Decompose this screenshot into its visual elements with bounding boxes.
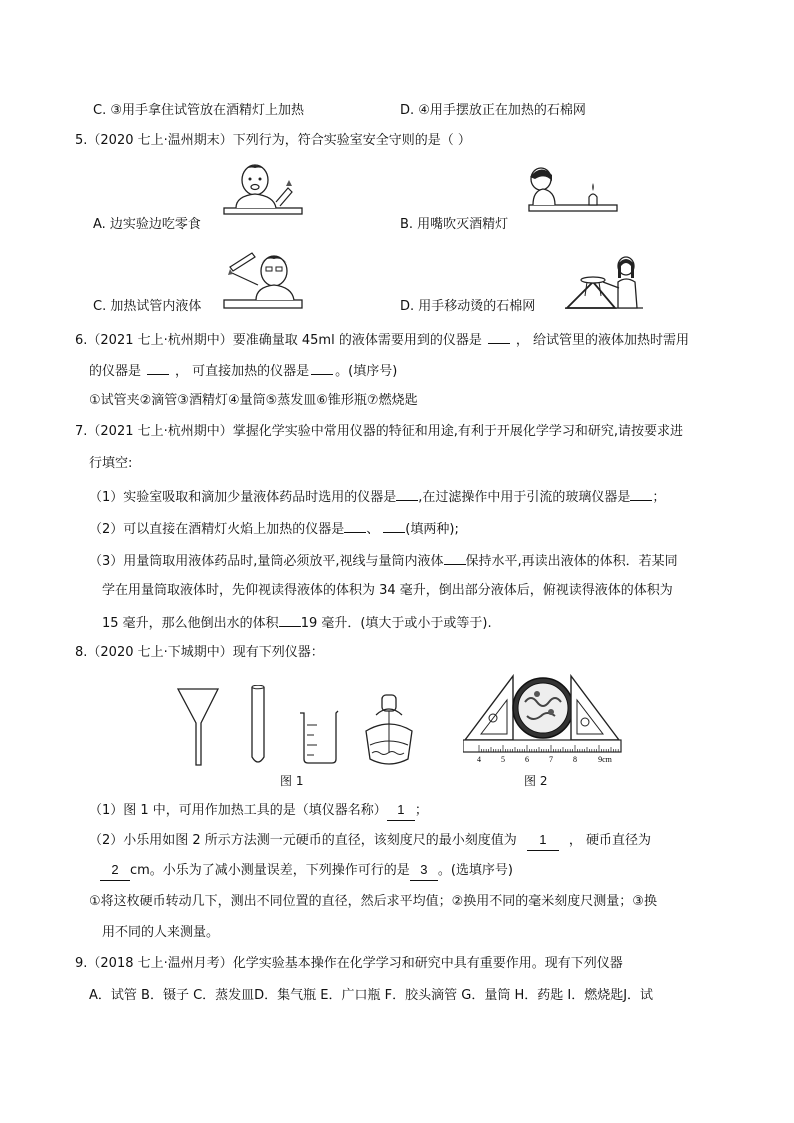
q8-sub2-text-d: 。(选填序号) bbox=[437, 863, 513, 878]
q6-line2-text-c: 。(填序号) bbox=[335, 364, 398, 379]
beaker-icon bbox=[300, 711, 338, 763]
q8-sub2-text-a: （2）小乐用如图 2 所示方法测一元硬币的直径，该刻度尺的最小刻度值为 bbox=[89, 833, 517, 848]
q8-sub2-text-c: cm。小乐为了减小测量误差，下列操作可行的是 bbox=[130, 863, 410, 878]
q7-blank-1[interactable] bbox=[396, 486, 418, 501]
q5-option-b: B. 用嘴吹灭酒精灯 bbox=[400, 217, 509, 232]
q7-sub1-text-a: （1）实验室吸取和滴加少量液体药品时选用的仪器是 bbox=[89, 490, 397, 505]
q7-sub3-line2: 学在用量筒取液体时，先仰视读得液体的体积为 34 毫升，倒出部分液体后，俯视读得液体的体积为 bbox=[102, 583, 673, 598]
q8-sub1-text-a: （1）图 1 中，可用作加热工具的是（填仪器名称） bbox=[89, 803, 387, 818]
q8-answer-blank-1[interactable]: 1 bbox=[387, 800, 415, 821]
q6-line1 bbox=[75, 329, 689, 351]
q4-option-d: D. ④用手摆放正在加热的石棉网 bbox=[400, 103, 586, 118]
q7-sub2-text-b: 、 bbox=[366, 522, 380, 537]
q8-options-line1: ①将这枚硬币转动几下，测出不同位置的直径，然后求平均值；②换用不同的毫米刻度尺测量；③换 bbox=[89, 894, 657, 909]
q7-sub3-line3 bbox=[102, 612, 492, 634]
q5-image-d-asbestos-net bbox=[563, 252, 651, 312]
q7-sub2-text-c: (填两种); bbox=[405, 522, 459, 537]
q7-sub1-text-b: ,在过滤操作中用于引流的玻璃仪器是 bbox=[418, 490, 631, 505]
q8-sub2-line2 bbox=[100, 860, 513, 881]
ruler-label: 6 bbox=[525, 755, 529, 764]
q8-figure-2-caption: 图 2 bbox=[524, 774, 548, 788]
ruler-icon bbox=[463, 740, 621, 752]
q5-image-c-heating bbox=[222, 245, 307, 313]
q8-options-line2: 用不同的人来测量。 bbox=[102, 925, 220, 940]
ruler-label: 8 bbox=[573, 755, 577, 764]
q7-line1: 7.（2021 七上·杭州期中）掌握化学实验中常用仪器的特征和用途,有利于开展化学学习和研究,请按要求进 bbox=[75, 424, 684, 439]
q9-line1: 9.（2018 七上·温州月考）化学实验基本操作在化学学习和研究中具有重要作用。现有下列仪器 bbox=[75, 956, 623, 971]
q5-option-a: A. 边实验边吃零食 bbox=[93, 217, 201, 232]
alcohol-lamp-icon bbox=[366, 695, 412, 764]
q8-answer-blank-3[interactable]: 2 bbox=[100, 860, 130, 881]
q7-sub1-text-c: ； bbox=[652, 490, 666, 505]
ruler-label: 9cm bbox=[598, 755, 612, 764]
ruler-label: 7 bbox=[549, 755, 553, 764]
q7-sub3-text-d: 19 毫升．(填大于或小于或等于). bbox=[300, 616, 492, 631]
ruler-labels bbox=[477, 755, 613, 764]
q7-sub3-text-b: 保持水平,再读出液体的体积．若某同 bbox=[465, 554, 678, 569]
q7-blank-6[interactable] bbox=[279, 612, 301, 627]
q7-sub3-line1 bbox=[89, 550, 678, 572]
q9-line2: A．试管 B．镊子 C．蒸发皿D．集气瓶 E．广口瓶 F．胶头滴管 G．量筒 H．药匙 I．燃烧匙J．试 bbox=[89, 988, 654, 1003]
q7-blank-2[interactable] bbox=[630, 486, 652, 501]
q7-sub3-text-a: （3）用量筒取用液体药品时,量筒必须放平,视线与量筒内液体 bbox=[89, 554, 444, 569]
coin-icon bbox=[513, 678, 573, 738]
q8-sub2-text-b: ， 硬币直径为 bbox=[568, 833, 651, 848]
q8-figure-1-caption: 图 1 bbox=[280, 774, 304, 788]
q6-line1-text-a: 6.（2021 七上·杭州期中）要准确量取 45ml 的液体需要用到的仪器是 bbox=[75, 333, 482, 348]
q7-line2: 行填空: bbox=[89, 456, 133, 471]
q7-sub2 bbox=[89, 518, 459, 540]
ruler-label: 4 bbox=[477, 755, 481, 764]
q6-line1-text-b: ， 给试管里的液体加热时需用 bbox=[515, 333, 689, 348]
q5-stem: 5.（2020 七上·温州期末）下列行为，符合实验室安全守则的是（ ） bbox=[75, 133, 471, 148]
q7-blank-3[interactable] bbox=[344, 518, 366, 533]
q6-blank-2[interactable] bbox=[147, 360, 169, 375]
q5-option-d: D. 用手移动烫的石棉网 bbox=[400, 299, 536, 314]
ruler-label: 5 bbox=[501, 755, 505, 764]
q6-line2-text-a: 的仪器是 bbox=[89, 364, 142, 379]
q8-sub1-text-c: ； bbox=[414, 803, 428, 818]
q5-image-a-eating bbox=[222, 160, 307, 222]
q6-line3: ①试管夹②滴管③酒精灯④量筒⑤蒸发皿⑥锥形瓶⑦燃烧匙 bbox=[89, 393, 418, 408]
q8-sub2-line1 bbox=[89, 830, 651, 851]
q8-figure-1 bbox=[172, 685, 432, 770]
funnel-icon bbox=[178, 689, 218, 765]
set-square-left-icon bbox=[465, 676, 513, 740]
q7-sub1 bbox=[89, 486, 665, 508]
q5-option-c: C. 加热试管内液体 bbox=[93, 299, 202, 314]
set-square-right-icon bbox=[571, 676, 619, 740]
q7-sub3-text-c: 15 毫升，那么他倒出水的体积 bbox=[102, 616, 279, 631]
q7-sub2-text-a: （2）可以直接在酒精灯火焰上加热的仪器是 bbox=[89, 522, 345, 537]
q6-blank-1[interactable] bbox=[488, 329, 510, 344]
q7-blank-5[interactable] bbox=[444, 550, 466, 565]
q8-answer-blank-4[interactable]: 3 bbox=[410, 860, 438, 881]
q6-blank-3[interactable] bbox=[311, 360, 333, 375]
q8-stem: 8.（2020 七上·下城期中）现有下列仪器： bbox=[75, 645, 324, 660]
q8-answer-blank-2[interactable]: 1 bbox=[527, 830, 559, 851]
q8-sub1 bbox=[89, 800, 428, 821]
q4-option-c: C. ③用手拿住试管放在酒精灯上加热 bbox=[93, 103, 304, 118]
q5-image-b-blowing bbox=[515, 165, 620, 217]
q7-blank-4[interactable] bbox=[383, 518, 405, 533]
test-tube-icon bbox=[252, 685, 264, 762]
q8-figure-2 bbox=[463, 672, 623, 764]
q6-line2 bbox=[89, 360, 397, 382]
q6-line2-text-b: ， 可直接加热的仪器是 bbox=[175, 364, 310, 379]
